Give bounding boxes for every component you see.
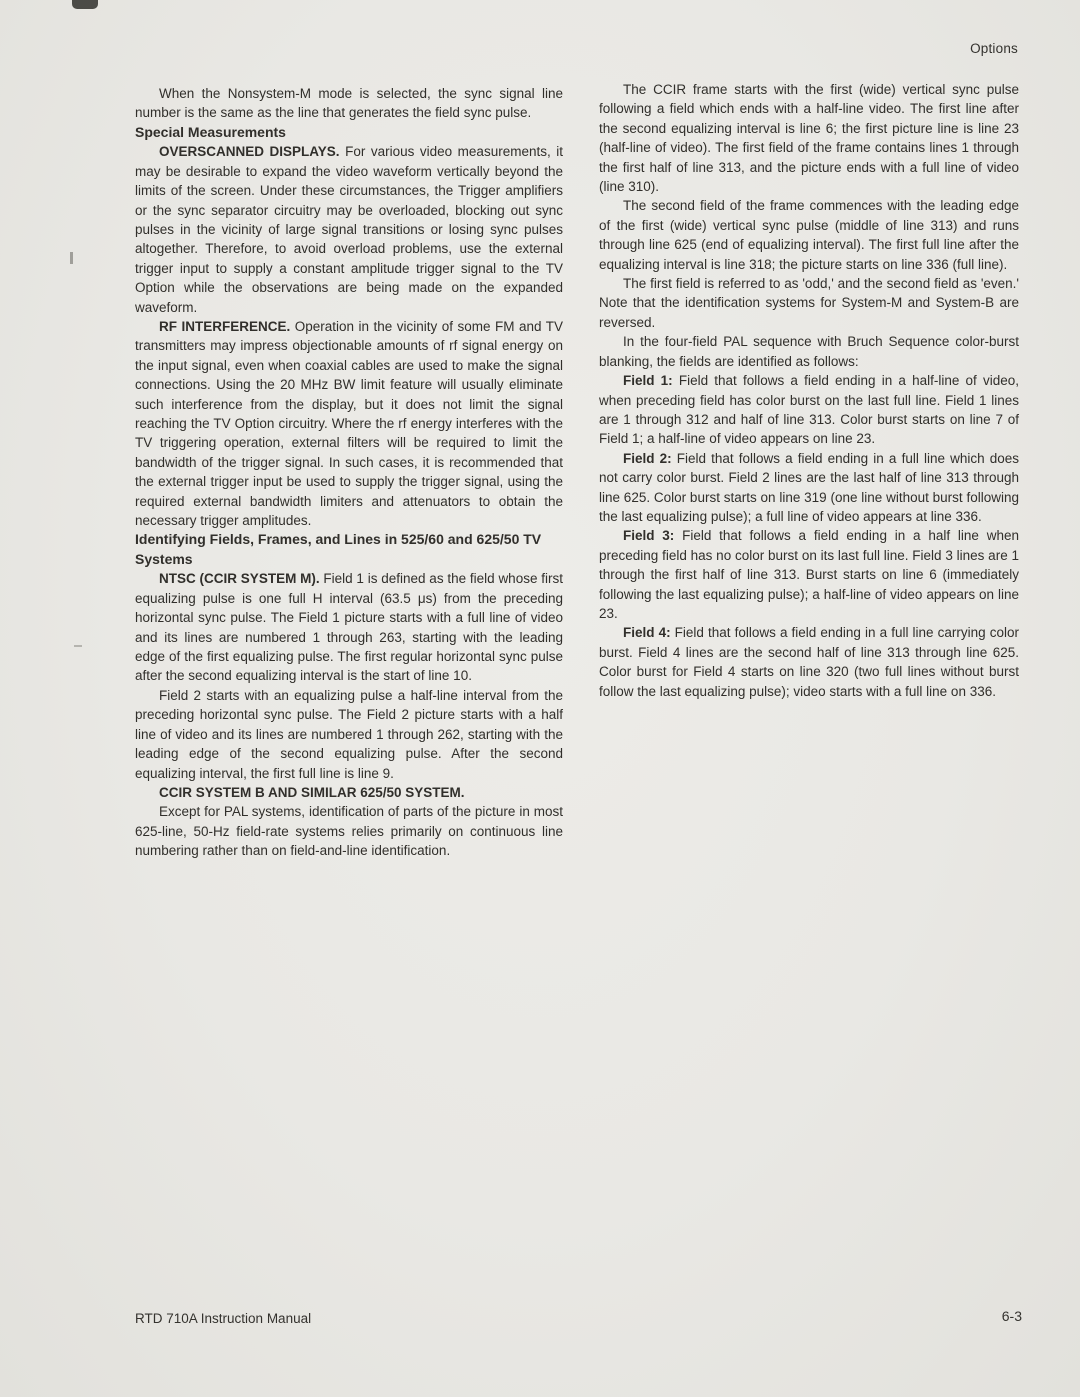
paragraph-overscanned-displays [135, 142, 563, 317]
lead-pal-field-2: Field 2: [623, 450, 672, 466]
paragraph-text: Field that follows a field ending in a full line carrying color burst. Field 4 lines are the second half of line 313 through line 625. Color burst for Field 4 starts on line 320 (two full lines without burst follow the last equalizing pulse); video starts with a full line on 336. [599, 625, 1019, 699]
paragraph-pal-sequence-intro: In the four-field PAL sequence with Bruch Sequence color-burst blanking, the fields are identified as follows: [599, 334, 1019, 369]
paragraph-pal-field-2 [599, 449, 1019, 527]
paragraph-ccir-system-b: Except for PAL systems, identification of parts of the picture in most 625-line, 50-Hz field-rate systems relies primarily on continuous line numbering rather than on field-and-line identification. [135, 804, 563, 859]
lead-overscanned-displays: OVERSCANNED DISPLAYS. [159, 144, 340, 160]
paragraph-second-field: The second field of the frame commences with the leading edge of the first (wide) vertical sync pulse (middle of line 313) and runs through line 625 (end of equalizing interval). The first full line after the equalizing interval is line 318; the picture starts on line 336 (full line). [599, 198, 1019, 272]
scan-artifact-speck [74, 645, 82, 647]
paragraph-ntsc-ccir-system-m [135, 569, 563, 685]
heading-identifying-fields: Identifying Fields, Frames, and Lines in 525/60 and 625/50 TV Systems [135, 531, 542, 567]
lead-pal-field-4: Field 4: [623, 625, 671, 641]
paragraph-text: Field that follows a field ending in a half line when preceding field has no color burst on its last full line. Field 3 lines are 1 through the first half of line 313. Burst starts on line 6 (immediately following the last equalizing pulse); a half-line of video appears on line 23. [599, 528, 1019, 621]
lead-rf-interference: RF INTERFERENCE. [159, 318, 291, 334]
lead-pal-field-1: Field 1: [623, 373, 673, 389]
scan-artifact-speck [70, 252, 73, 264]
heading-special-measurements: Special Measurements [135, 123, 286, 140]
heading-ccir-system-b: CCIR SYSTEM B AND SIMILAR 625/50 SYSTEM. [159, 784, 465, 800]
paragraph-pal-field-1 [599, 371, 1019, 449]
paragraph-text: Field that follows a field ending in a full line which does not carry color burst. Field 2 lines are the last half of line 313 through line 625. Color burst starts on line 319 (one line without burst following the last equalizing pulse); a full line of video appears at line 336. [599, 450, 1019, 524]
scan-artifact-top [72, 0, 98, 9]
right-column [599, 80, 1019, 701]
paragraph-odd-even: The first field is referred to as 'odd,' and the second field as 'even.' Note that the identification systems for System-M and System-B are reversed. [599, 276, 1019, 330]
paragraph-rf-interference [135, 317, 563, 530]
paragraph-pal-field-4 [599, 623, 1019, 701]
paragraph-ccir-frame: The CCIR frame starts with the first (wide) vertical sync pulse following a field which ends with a half-line video. The first line after the second equalizing interval is line 6; the first picture line is line 23 (half-line of video). The first field of the frame contains lines 1 through the first half of line 313, and the picture ends with a full line of video (line 310). [599, 82, 1019, 195]
paragraph-text: Field 1 is defined as the field whose first equalizing pulse is one full H interval (63.5 μs) from the preceding horizontal sync pulse. The Field 1 picture starts with a full line of video and its lines are numbered 1 through 263, starting with the leading edge of the first equalizing pulse. The first regular horizontal sync pulse after the second equalizing interval is the start of line 10. [135, 571, 563, 684]
paragraph-pal-field-3 [599, 526, 1019, 623]
left-column [135, 84, 563, 861]
lead-ntsc-ccir-system-m: NTSC (CCIR SYSTEM M). [159, 571, 320, 587]
footer-manual-title: RTD 710A Instruction Manual [135, 1311, 312, 1326]
paragraph-text: For various video measurements, it may be desirable to expand the video waveform vertically beyond the limits of the screen. Under these circumstances, the Trigger amplifiers or the sync separator circuitry may be overloaded, blocking out sync pulses in the vicinity of large signal transitions or losing sync pulses altogether. Therefore, to avoid overload problems, use the external trigger input to supply a constant amplitude trigger signal to the TV Option while the observations are being made on the expanded waveform. [135, 144, 563, 315]
paragraph-text: Operation in the vicinity of some FM and TV transmitters may impress objectionable amounts of rf signal energy on the input signal, even when coaxial cables are used to make the signal connections. Using the 20 MHz BW limit feature will usually eliminate such interference from the display, but it does not limit the signal reaching the TV Option circuitry. Where the rf energy interferes with the TV triggering operation, external filters will be required to limit the bandwidth of the trigger signal. In such cases, it is recommended that the external trigger input be used to supply the trigger signal, using the required external bandwidth limiters and attenuators to obtain the necessary trigger amplitudes. [135, 318, 563, 529]
paragraph-field2-525: Field 2 starts with an equalizing pulse a half-line interval from the preceding horizontal sync pulse. The Field 2 picture starts with a half line of video and its lines are numbered 1 through 262, starting with the leading edge of the second equalizing pulse. After the second equalizing interval, the first full line is line 9. [135, 687, 563, 781]
paragraph-nonsystem-m: When the Nonsystem-M mode is selected, the sync signal line number is the same as the line that generates the field sync pulse. [135, 86, 563, 121]
lead-pal-field-3: Field 3: [623, 528, 675, 544]
footer-page-number: 6-3 [1001, 1308, 1022, 1324]
paragraph-text: Field that follows a field ending in a half-line of video, when preceding field has color burst on the last full line. Field 1 lines are 1 through 312 and half of line 313. Color burst starts on line 7 of Field 1; a half-line of video appears on line 23. [599, 373, 1019, 447]
section-label: Options [970, 41, 1018, 56]
